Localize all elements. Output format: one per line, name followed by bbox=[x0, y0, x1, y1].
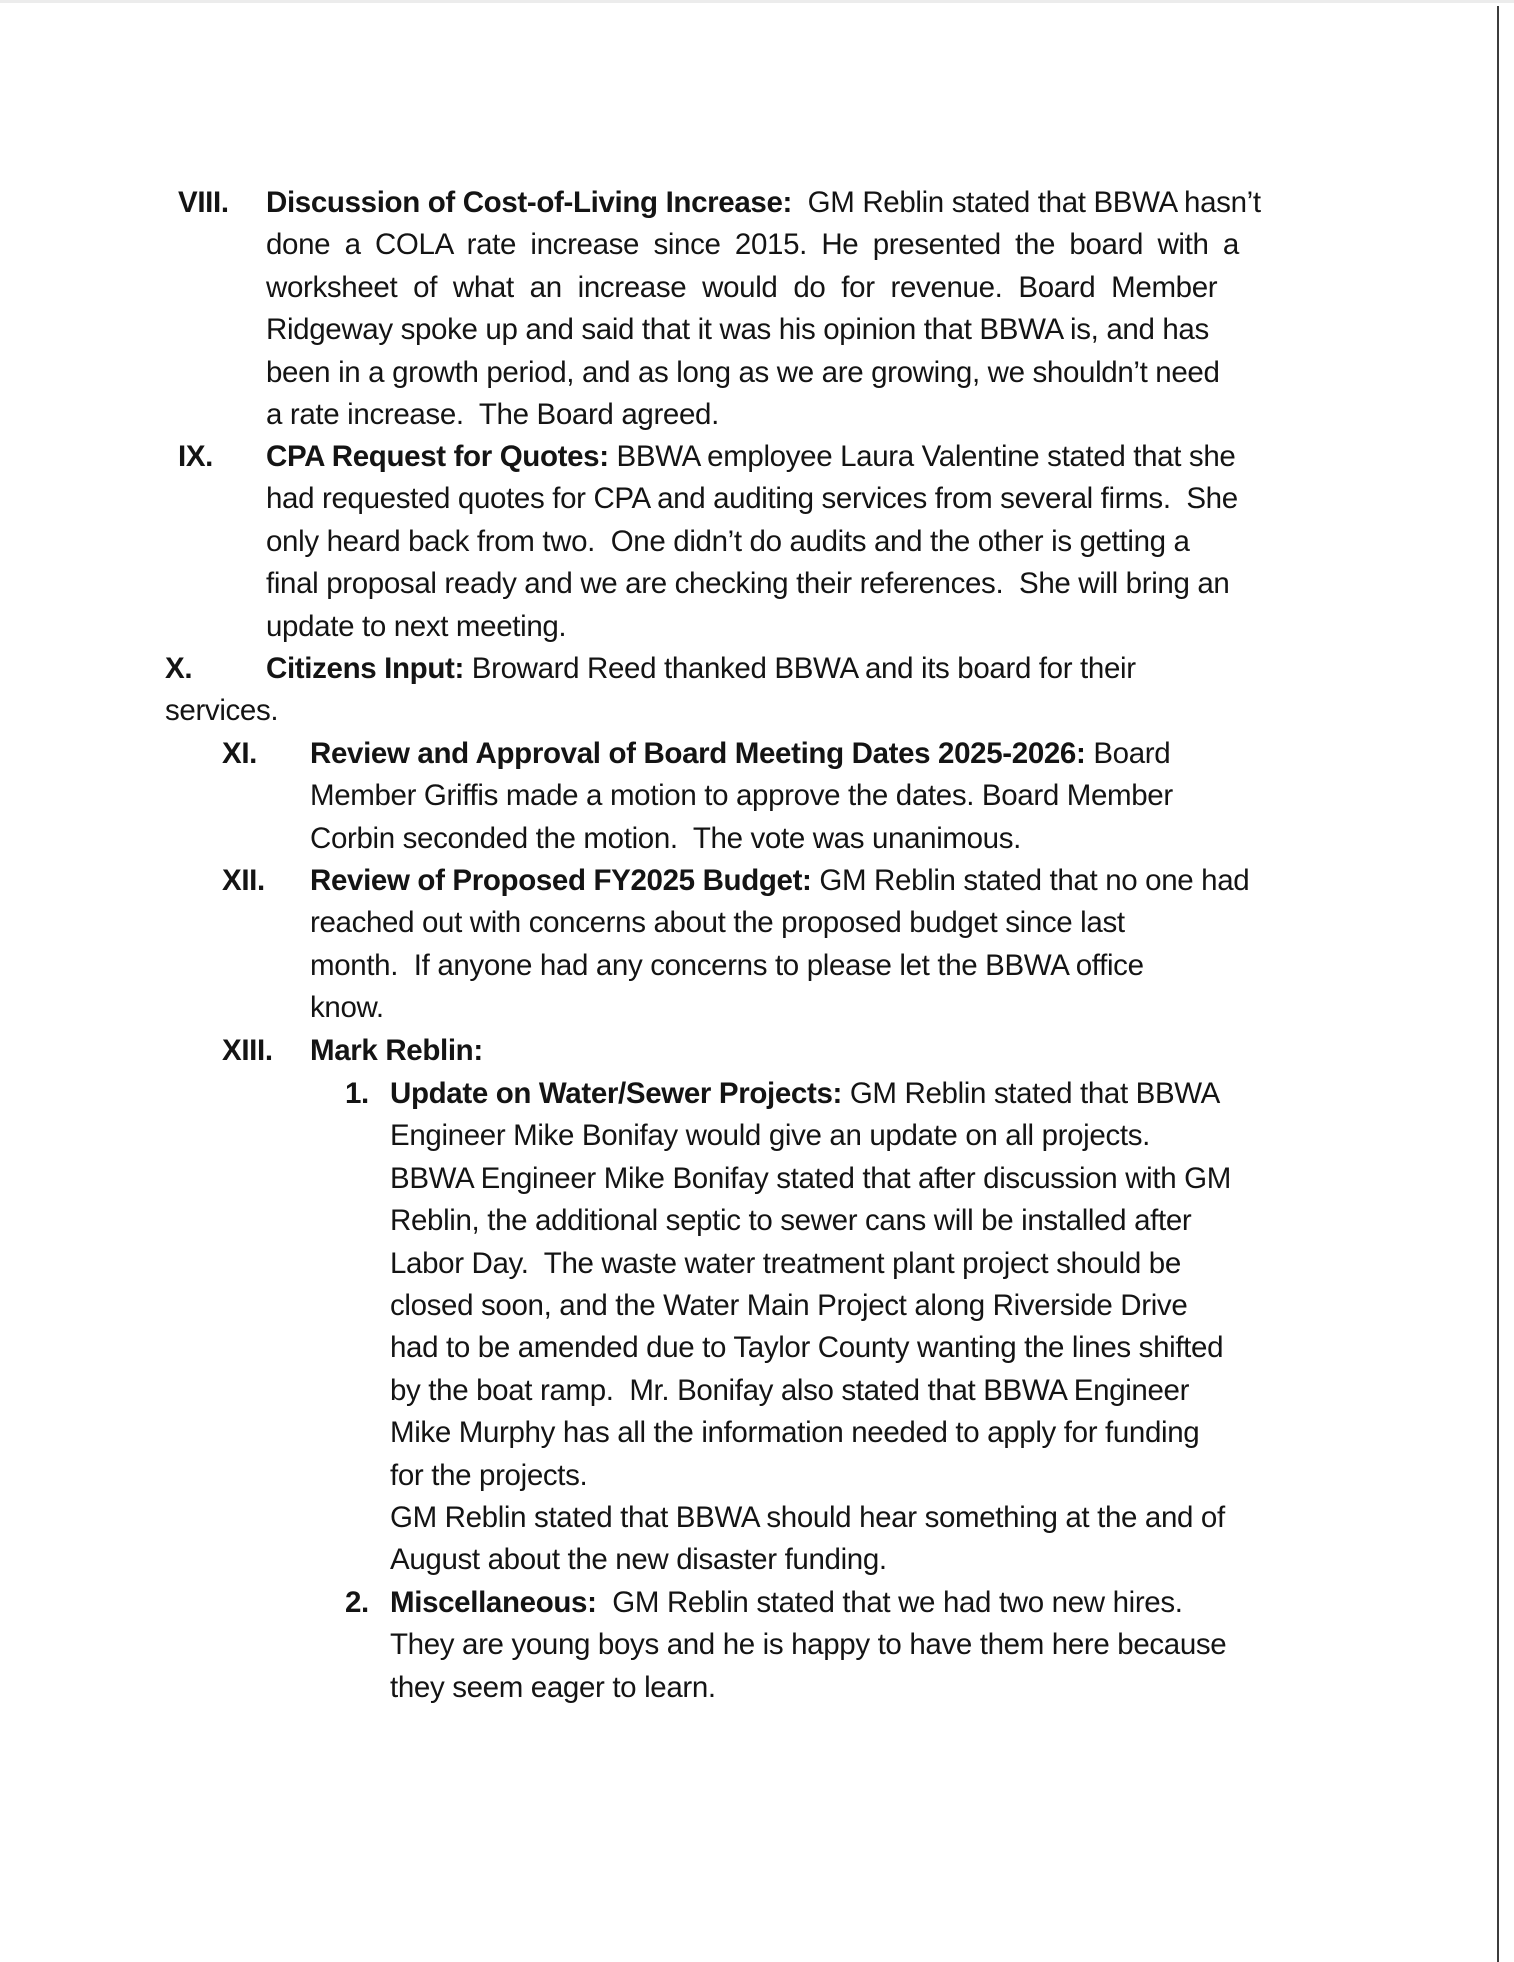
subitem-body bbox=[390, 1582, 1330, 1709]
section-text: know. bbox=[310, 991, 384, 1025]
section-body bbox=[310, 860, 1320, 1030]
section-numeral: IX. bbox=[178, 440, 214, 473]
section-heading: Review and Approval of Board Meeting Dates 2025-2026: bbox=[310, 737, 1086, 770]
section-text: been in a growth period, and as long as we are growing, we shouldn’t need bbox=[266, 355, 1220, 389]
section-numeral: XIII. bbox=[222, 1034, 273, 1067]
subitem-text: GM Reblin stated that BBWA bbox=[841, 1077, 1221, 1110]
subitem-body bbox=[390, 1073, 1330, 1582]
section-text: GM Reblin stated that no one had bbox=[811, 864, 1250, 897]
section-text: reached out with concerns about the proposed budget since last bbox=[310, 906, 1125, 940]
section-numeral: VIII. bbox=[178, 186, 229, 219]
subitem-text: closed soon, and the Water Main Project along Riverside Drive bbox=[390, 1289, 1188, 1323]
section-text: only heard back from two. One didn’t do audits and the other is getting a bbox=[266, 524, 1190, 558]
subitem-text: Reblin, the additional septic to sewer cans will be installed after bbox=[390, 1204, 1192, 1238]
section-heading: Discussion of Cost-of-Living Increase: bbox=[266, 186, 792, 219]
section-text: worksheet of what an increase would do for revenue. Board Member bbox=[266, 270, 1218, 304]
section-heading: CPA Request for Quotes: bbox=[266, 440, 609, 473]
section-body bbox=[310, 733, 1320, 860]
subitem-text: had to be amended due to Taylor County wanting the lines shifted bbox=[390, 1331, 1224, 1365]
section-heading: Mark Reblin: bbox=[310, 1034, 483, 1067]
subitem-text: for the projects. bbox=[390, 1458, 588, 1492]
subitem-text: GM Reblin stated that we had two new hires. bbox=[596, 1586, 1183, 1619]
section-numeral: X. bbox=[165, 652, 193, 685]
section-text: month. If anyone had any concerns to please let the BBWA office bbox=[310, 948, 1144, 982]
scan-top-edge bbox=[0, 0, 1514, 3]
subitem-number: 1. bbox=[345, 1077, 369, 1110]
section-body bbox=[266, 436, 1324, 648]
section-body bbox=[266, 648, 1324, 690]
section-text: GM Reblin stated that BBWA hasn’t bbox=[791, 186, 1261, 219]
section-numeral: XI. bbox=[222, 737, 258, 770]
section-text: done a COLA rate increase since 2015. He presented the board with a bbox=[266, 228, 1239, 262]
section-heading: Citizens Input: bbox=[266, 652, 464, 685]
subitem-text: GM Reblin stated that BBWA should hear something at the and of bbox=[390, 1501, 1225, 1535]
section-text: Member Griffis made a motion to approve the dates. Board Member bbox=[310, 779, 1173, 813]
section-text: BBWA employee Laura Valentine stated that she bbox=[608, 440, 1236, 473]
section-text: final proposal ready and we are checking their references. She will bring an bbox=[266, 567, 1230, 601]
subitem-text: August about the new disaster funding. bbox=[390, 1543, 887, 1577]
subitem-text: by the boat ramp. Mr. Bonifay also stated that BBWA Engineer bbox=[390, 1373, 1190, 1407]
subitem-text: Engineer Mike Bonifay would give an update on all projects. bbox=[390, 1119, 1150, 1153]
section-body bbox=[266, 182, 1324, 436]
subitem-text: BBWA Engineer Mike Bonifay stated that after discussion with GM bbox=[390, 1161, 1231, 1195]
section-text: Ridgeway spoke up and said that it was his opinion that BBWA is, and has bbox=[266, 313, 1209, 347]
scan-right-edge-line bbox=[1497, 6, 1499, 1962]
subitem-text: Labor Day. The waste water treatment plant project should be bbox=[390, 1246, 1181, 1280]
subitem-text: they seem eager to learn. bbox=[390, 1670, 716, 1704]
subitem-number: 2. bbox=[345, 1586, 369, 1619]
section-text: a rate increase. The Board agreed. bbox=[266, 398, 719, 432]
section-text: Board bbox=[1085, 737, 1171, 770]
section-text: update to next meeting. bbox=[266, 609, 567, 643]
subitem-text: They are young boys and he is happy to have them here because bbox=[390, 1628, 1227, 1662]
section-body bbox=[310, 1030, 483, 1072]
section-text: Corbin seconded the motion. The vote was unanimous. bbox=[310, 821, 1021, 855]
subitem-text: Mike Murphy has all the information needed to apply for funding bbox=[390, 1416, 1200, 1450]
section-text: services. bbox=[165, 694, 279, 728]
section-text: had requested quotes for CPA and auditing services from several firms. She bbox=[266, 482, 1238, 516]
section-heading: Review of Proposed FY2025 Budget: bbox=[310, 864, 812, 897]
subitem-heading: Update on Water/Sewer Projects: bbox=[390, 1077, 842, 1110]
section-text: Broward Reed thanked BBWA and its board for their bbox=[463, 652, 1136, 685]
section-numeral: XII. bbox=[222, 864, 265, 897]
subitem-heading: Miscellaneous: bbox=[390, 1586, 597, 1619]
